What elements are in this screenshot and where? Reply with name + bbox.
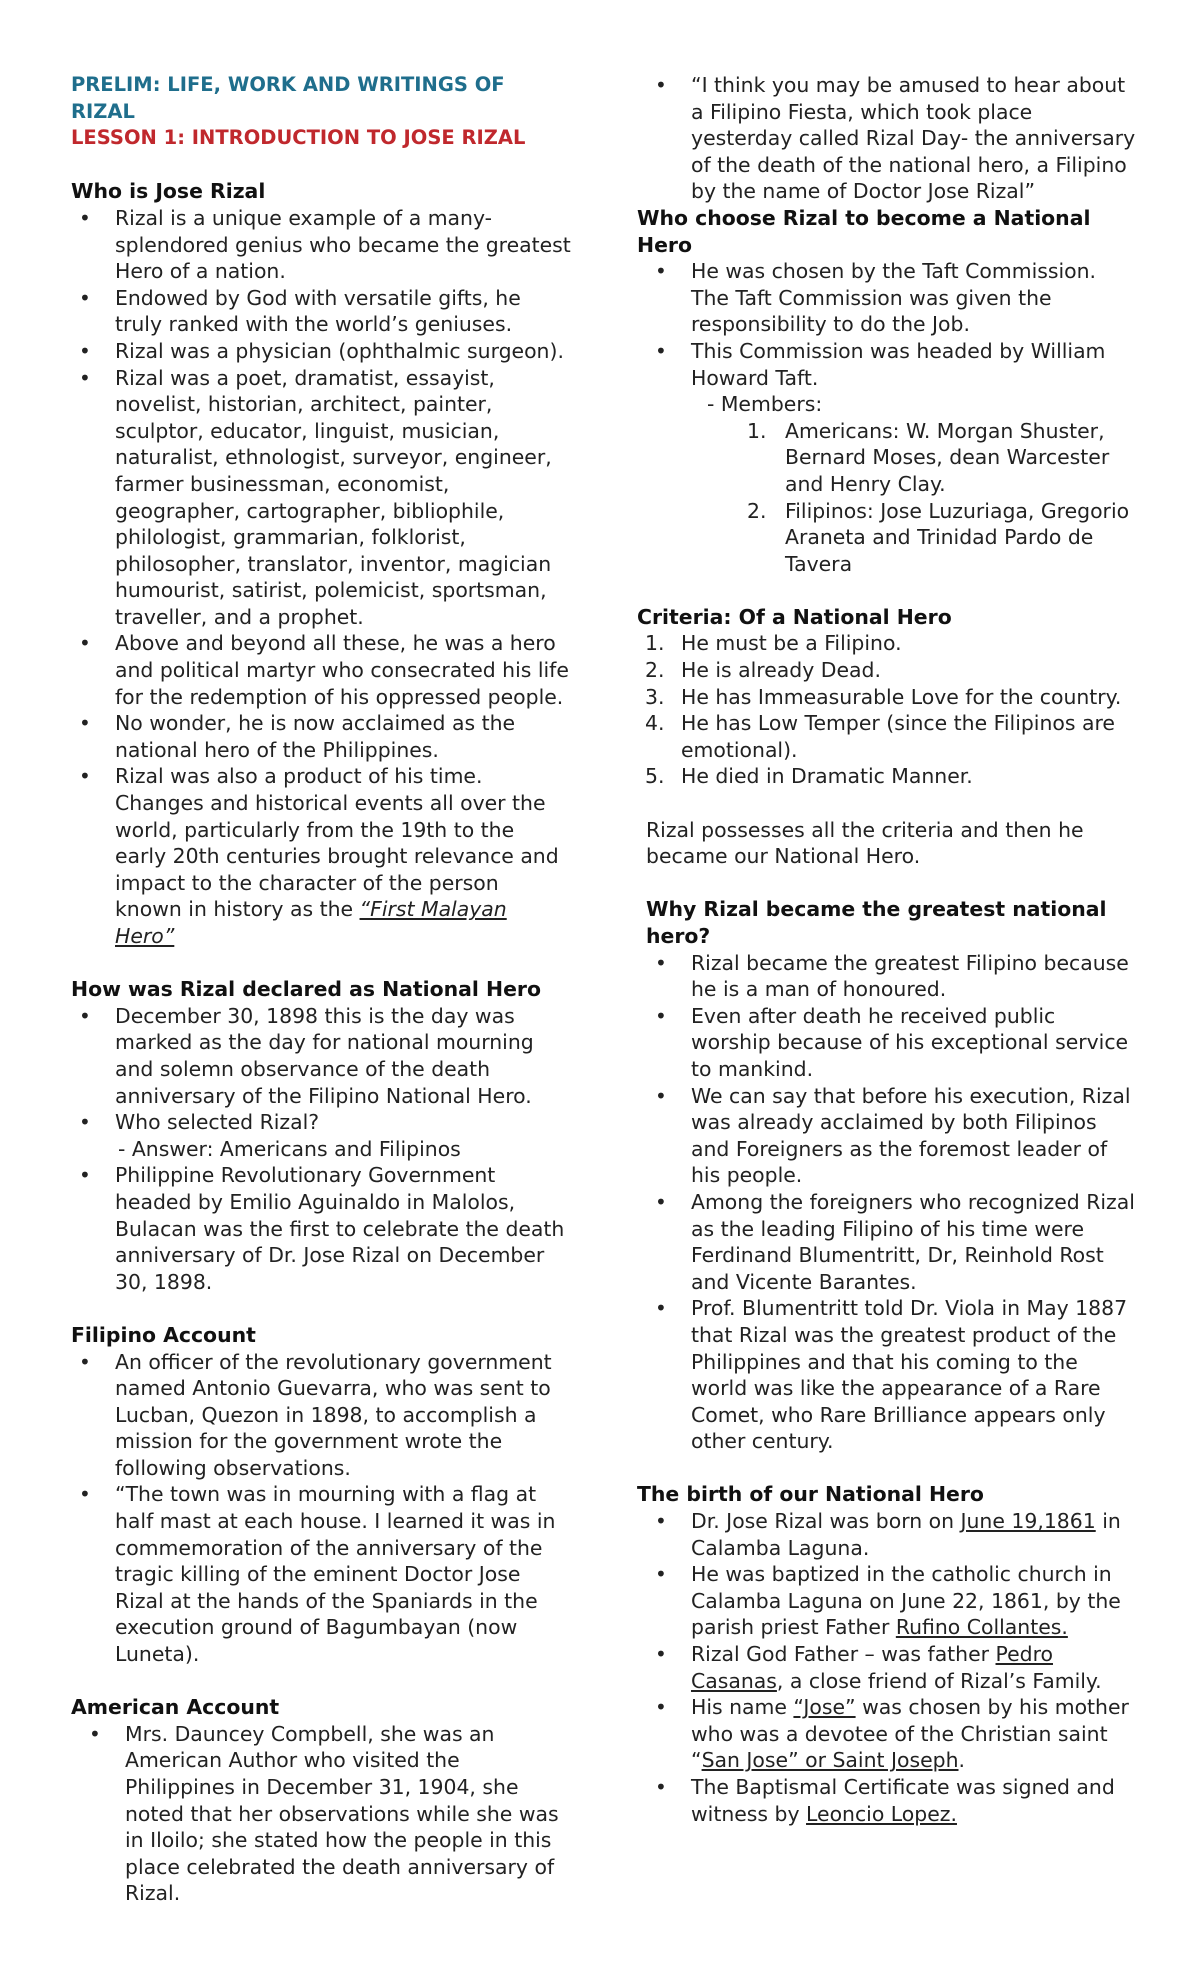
list-item-text: was chosen by his mother who was a devotee of the Christian saint “ [691,1695,1129,1773]
list-number: 5. [645,764,665,789]
list-item-text: The Baptismal Certificate was signed and witness by [691,1775,1115,1826]
list-item [637,763,1137,790]
list-item: • Prof. Blumentritt told Dr. Viola in May 1887 that Rizal was the greatest product of the Philippines and that his coming to the world was like the appearance of a Rare Comet, who Rare Brilliance appears only other century. [637,1295,1137,1455]
list-number: 4. [645,711,665,736]
list-item-text: Americans: W. Morgan Shuster, Bernard Moses, dean Warcester and Henry Clay. [785,418,1110,496]
list-item-text: He must be a Filipino. [681,631,902,656]
list-item-text: His name [691,1695,794,1720]
list-item [637,684,1137,711]
answer-line: - Answer: Americans and Filipinos [118,1136,461,1161]
lesson-title: LESSON 1: INTRODUCTION TO JOSE RIZAL [71,126,526,150]
list-item-text: . [958,1748,965,1773]
list-item: • Above and beyond all these, he was a hero and political martyr who consecrated his life for the redemption of his oppressed people. [71,630,571,710]
list-item-text: , a close friend of Rizal’s Family. [776,1668,1102,1693]
list-item: • December 30, 1898 this is the day was marked as the day for national mourning and solemn observance of the death anniversary of the Filipino National Hero. [71,1003,571,1109]
who-heading: Who is Jose Rizal [71,179,266,204]
list-item [637,1774,1137,1827]
list-number: 2. [645,658,665,683]
criteria-list [637,630,1137,790]
american-list [71,1721,571,1907]
list-item-text: He was baptized in the catholic church in Calamba Laguna on June 22, 1861, by the parish priest Father [691,1562,1121,1640]
criteria-conclusion: Rizal possesses all the criteria and then he became our National Hero. [646,817,1084,869]
american-list-cont [637,72,1137,205]
list-number: 2. [747,498,767,523]
list-item: • We can say that before his execution, Rizal was already acclaimed by both Filipinos and Foreigners as the foremost leader of his people. [637,1083,1137,1189]
list-item [637,657,1137,684]
american-heading: American Account [71,1695,280,1720]
list-number: 1. [747,418,767,443]
list-item-text: He has Low Temper (since the Filipinos are emotional). [681,711,1115,762]
who-list [71,205,571,950]
list-item [637,498,1137,578]
list-item [637,1641,1137,1694]
list-item-text: He is already Dead. [681,658,881,683]
list-item: • Rizal was a physician (ophthalmic surgeon). [71,338,571,365]
list-item [71,763,571,949]
list-item: • Mrs. Dauncey Compbell, she was an American Author who visited the Philippines in December 31, 1904, she noted that her observations while she was in Iloilo; she stated how the people in this place celebrated the death anniversary of Rizal. [71,1721,571,1907]
list-item: • “The town was in mourning with a flag at half mast at each house. I learned it was in commemoration of the anniversary of the tragic killing of the eminent Doctor Jose Rizal at the hands of the Spaniards in the execution ground of Bagumbayan (now Luneta). [71,1481,571,1667]
list-item: • Even after death he received public worship because of his exceptional service to mankind. [637,1003,1137,1083]
list-item-text: Rizal was also a product of his time. Changes and historical events all over the world, particularly from the 19th to the early 20th centuries brought relevance and impact to the character of the person known in history as the [115,764,559,922]
members-list [637,418,1137,578]
list-item-text: in Calamba Laguna. [691,1509,1121,1560]
godfather-name-link: Pedro Casanas [691,1642,1053,1693]
list-item [637,1508,1137,1561]
list-item [637,710,1137,763]
birth-list [637,1508,1137,1827]
left-column [71,72,571,1907]
jose-name-link: “Jose” [793,1695,856,1720]
list-item [637,418,1137,498]
list-item: • No wonder, he is now acclaimed as the national hero of the Philippines. [71,710,571,763]
list-item: • “I think you may be amused to hear about a Filipino Fiesta, which took place yesterday called Rizal Day- the anniversary of the death of the national hero, a Filipino by the name of Doctor Jose Rizal” [637,72,1137,205]
declared-heading: How was Rizal declared as National Hero [71,977,541,1002]
list-item-text: He has Immeasurable Love for the country. [681,684,1122,709]
prelim-title: PRELIM: LIFE, WORK AND WRITINGS OF RIZAL [71,73,505,123]
list-item [637,630,1137,657]
first-malayan-hero-link: “First Malayan Hero” [115,897,507,948]
filipino-heading: Filipino Account [71,1322,256,1347]
list-item: • Rizal is a unique example of a many-splendored genius who became the greatest Hero of a nation. [71,205,571,285]
list-item: • Among the foreigners who recognized Rizal as the leading Filipino of his time were Ferdinand Blumentritt, Dr, Reinhold Rost and Vicente Barantes. [637,1189,1137,1295]
choose-heading: Who choose Rizal to become a National Hero [637,205,1091,257]
birth-date-link: June 19,1861 [960,1509,1096,1534]
birth-heading: The birth of our National Hero [637,1482,984,1507]
right-column [637,72,1137,1827]
list-item-text: Rizal God Father – was father [691,1642,996,1667]
declared-list [71,1003,571,1136]
criteria-heading: Criteria: Of a National Hero [637,604,952,629]
priest-name-link: Rufino Collantes. [895,1615,1068,1640]
saint-joseph-link: San Jose” or Saint Joseph [701,1748,959,1773]
declared-list-cont [71,1162,571,1295]
list-item: • Endowed by God with versatile gifts, he truly ranked with the world’s geniuses. [71,285,571,338]
list-item: • He was chosen by the Taft Commission. The Taft Commission was given the responsibility to do the Job. [637,258,1137,338]
list-item: • Rizal was a poet, dramatist, essayist, novelist, historian, architect, painter, sculptor, educator, linguist, musician, naturalist, ethnologist, surveyor, engineer, farmer businessman, economist, geographer, cartographer, bibliophile, philologist, grammarian, folklorist, philosopher, translator, inventor, magician humourist, satirist, polemicist, sportsman, traveller, and a prophet. [71,365,571,631]
list-item-text: Dr. Jose Rizal was born on [691,1509,961,1534]
list-item [637,1561,1137,1641]
list-item-text: Filipinos: Jose Luzuriaga, Gregorio Araneta and Trinidad Pardo de Tavera [785,498,1130,576]
witness-name-link: Leoncio Lopez. [806,1801,957,1826]
list-item: • Philippine Revolutionary Government headed by Emilio Aguinaldo in Malolos, Bulacan was the first to celebrate the death anniversary of Dr. Jose Rizal on December 30, 1898. [71,1162,571,1295]
list-item: • Who selected Rizal? [71,1109,571,1136]
filipino-list [71,1349,571,1668]
list-item: • An officer of the revolutionary government named Antonio Guevarra, who was sent to Lucban, Quezon in 1898, to accomplish a mission for the government wrote the following observations. [71,1349,571,1482]
list-number: 1. [645,631,665,656]
members-label: - Members: [707,392,823,417]
choose-list [637,258,1137,391]
list-item: • Rizal became the greatest Filipino because he is a man of honoured. [637,950,1137,1003]
greatest-heading: Why Rizal became the greatest national hero? [646,897,1107,948]
list-item-text: He died in Dramatic Manner. [681,764,973,789]
list-item: • This Commission was headed by William Howard Taft. [637,338,1137,391]
list-number: 3. [645,684,665,709]
greatest-list [637,950,1137,1455]
list-item [637,1694,1137,1774]
